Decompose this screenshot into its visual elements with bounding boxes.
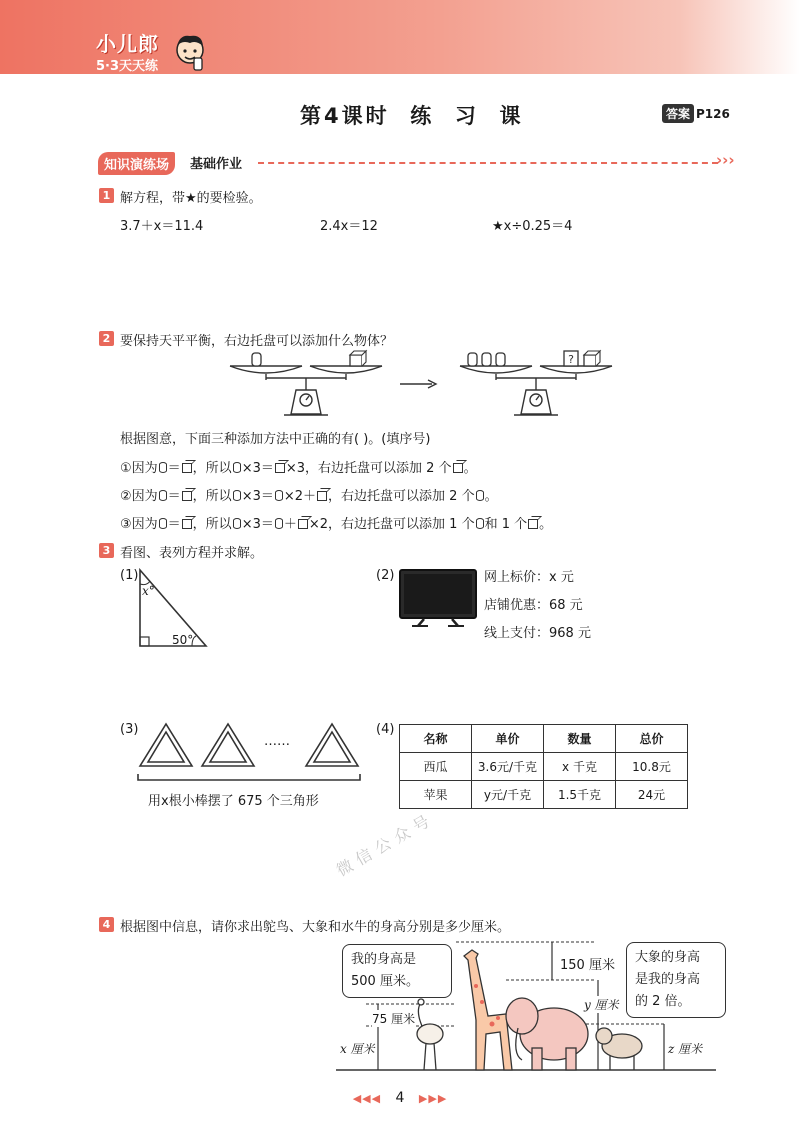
chevrons-right-icon: ››› — [716, 151, 735, 169]
q2-prompt: 要保持天平平衡，右边托盘可以添加什么物体？ — [120, 334, 394, 349]
ellipsis-dots: …… — [264, 734, 290, 749]
cylinder-icon — [233, 462, 241, 473]
question-number-3: 3 — [99, 543, 114, 558]
section-divider — [258, 162, 718, 164]
giraffe-line-2: 500 厘米。 — [351, 974, 419, 989]
mascot-icon — [172, 32, 208, 76]
giraffe-line-1: 我的身高是 — [351, 952, 417, 967]
brand-name: 小儿郎 — [96, 32, 159, 56]
television-icon — [398, 568, 478, 630]
cylinder-icon — [159, 490, 167, 501]
stick-triangles-figure — [136, 718, 362, 784]
section-subtitle: 基础作业 — [190, 157, 243, 172]
arrow-right-icon — [398, 378, 438, 390]
watermark: 微信公众号 — [333, 808, 438, 881]
q4-prompt: 根据图中信息，请你求出鸵鸟、大象和水牛的身高分别是多少厘米。 — [120, 920, 511, 935]
q2-instruction: 根据图意，下面三种添加方法中正确的有( )。(填序号) — [120, 432, 431, 447]
balance-scale-right — [456, 348, 616, 420]
balance-scale-left — [226, 348, 386, 420]
table-header: 名称 — [400, 725, 472, 753]
cylinder-icon — [159, 462, 167, 473]
tv-paid-price: 线上支付：968 元 — [484, 626, 591, 641]
unknown-object-mark: ? — [568, 353, 574, 366]
answer-reference — [662, 104, 730, 123]
table-header: 数量 — [544, 725, 616, 753]
table-cell: 苹果 — [400, 781, 472, 809]
table-row — [400, 781, 688, 809]
elephant-speech-bubble — [626, 942, 726, 1018]
cylinder-icon — [233, 518, 241, 529]
section-bar — [98, 150, 738, 174]
cube-icon — [453, 463, 463, 473]
cylinder-icon — [476, 518, 484, 529]
cube-icon — [528, 519, 538, 529]
tv-discount: 店铺优惠：68 元 — [484, 598, 583, 613]
table-cell: 3.6元/千克 — [472, 753, 544, 781]
section-pill: 知识演练场 — [98, 152, 175, 175]
q1-equation-1: 3.7＋x＝11.4 — [120, 219, 204, 234]
q1-equation-2: 2.4x＝12 — [320, 219, 378, 234]
table-cell: x 千克 — [544, 753, 616, 781]
table-row — [400, 753, 688, 781]
table-cell: 西瓜 — [400, 753, 472, 781]
q2-option-2: ②因为 ＝ ，所以 ×3＝ ×2＋ ，右边托盘可以添加 2 个 。 — [120, 489, 498, 504]
table-header: 总价 — [616, 725, 688, 753]
cube-icon — [275, 463, 285, 473]
q1-prompt: 解方程，带★的要检验。 — [120, 191, 262, 206]
cylinder-icon — [275, 518, 283, 529]
cylinder-icon — [159, 518, 167, 529]
table-cell: 1.5千克 — [544, 781, 616, 809]
answer-tag: 答案 — [662, 104, 694, 123]
cylinder-icon — [275, 490, 283, 501]
giraffe-speech-bubble — [342, 944, 452, 998]
measure-150-label: 150 厘米 — [560, 954, 615, 973]
q2-option-1: ①因为 ＝ ，所以 ×3＝ ×3，右边托盘可以添加 2 个 。 — [120, 461, 477, 476]
q3-part-1-label: (1) — [120, 568, 139, 583]
table-cell: 24元 — [616, 781, 688, 809]
cube-icon — [182, 519, 192, 529]
angle-x-label: x° — [142, 584, 155, 598]
measure-75-label: 75 厘米 — [372, 1012, 416, 1026]
measure-z-label: z 厘米 — [668, 1042, 703, 1056]
q3-part-2-label: (2) — [376, 568, 395, 583]
q2-option-3: ③因为 ＝ ，所以 ×3＝ ＋ ×2，右边托盘可以添加 1 个 和 1 个 。 — [120, 517, 553, 532]
question-number-1: 1 — [99, 188, 114, 203]
cube-icon — [317, 491, 327, 501]
page-footer — [340, 1090, 460, 1106]
table-header: 单价 — [472, 725, 544, 753]
series-name: 5·3天天练 — [96, 59, 159, 74]
table-cell: y元/千克 — [472, 781, 544, 809]
q3-part-3-caption: 用x根小棒摆了 675 个三角形 — [148, 794, 319, 809]
q3-prompt: 看图、表列方程并求解。 — [120, 546, 264, 561]
left-arrows-icon: ◀◀◀ — [352, 1092, 382, 1105]
cube-icon — [182, 491, 192, 501]
elephant-line-2: 是我的身高 — [635, 972, 701, 987]
cylinder-icon — [476, 490, 484, 501]
right-arrows-icon: ▶▶▶ — [418, 1092, 448, 1105]
q3-part-3-label: (3) — [120, 722, 139, 737]
question-number-4: 4 — [99, 917, 114, 932]
cylinder-icon — [233, 490, 241, 501]
question-number-2: 2 — [99, 331, 114, 346]
lesson-title: 第4课时 练 习 课 — [300, 104, 524, 128]
table-header-row — [400, 725, 688, 753]
price-table — [399, 724, 688, 809]
table-cell: 10.8元 — [616, 753, 688, 781]
page-number: 4 — [395, 1090, 405, 1106]
q3-part-4-label: (4) — [376, 722, 395, 737]
angle-50-label: 50° — [172, 633, 194, 647]
elephant-line-3: 的 2 倍。 — [635, 994, 691, 1009]
elephant-line-1: 大象的身高 — [635, 950, 701, 965]
cube-icon — [298, 519, 308, 529]
cube-icon — [182, 463, 192, 473]
tv-list-price: 网上标价：x 元 — [484, 570, 574, 585]
measure-y-label: y 厘米 — [584, 998, 619, 1012]
answer-page: P126 — [696, 106, 730, 121]
measure-x-label: x 厘米 — [340, 1042, 375, 1056]
q1-equation-3: ★x÷0.25＝4 — [492, 219, 573, 234]
